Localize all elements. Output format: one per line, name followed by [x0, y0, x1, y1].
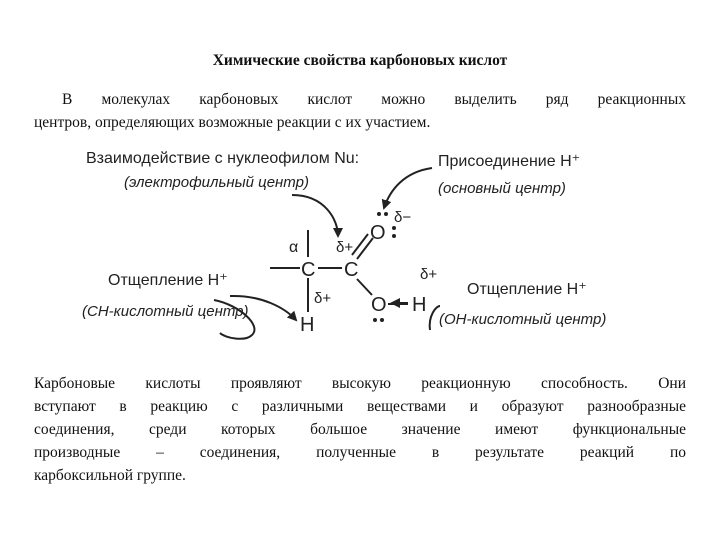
- arrow-addition: [384, 168, 432, 208]
- intro-line: центров, определяющих возможные реакции с их участием.: [34, 114, 431, 131]
- body-line: вступают в реакцию с различными веществами и образуют разнообразные: [34, 398, 686, 415]
- arrow-nucleophile: [292, 195, 338, 236]
- alpha-hydrogen-delta-plus: δ+: [314, 290, 332, 307]
- alpha-carbon: C: [301, 259, 316, 281]
- bond-c-o-double-2: [352, 234, 368, 255]
- hydroxyl-hydrogen: H: [412, 294, 427, 316]
- nucleophile-center-label: (электрофильный центр): [124, 174, 309, 191]
- addition-label: Присоединение H⁺: [438, 153, 581, 170]
- oxygen-delta-minus: δ−: [394, 209, 412, 226]
- alpha-symbol: α: [289, 239, 299, 256]
- ch-acid-center-label: (CH-кислотный центр): [82, 303, 249, 320]
- body-line: карбоксильной группе.: [34, 467, 186, 484]
- carbon-delta-plus: δ+: [336, 239, 354, 256]
- body-line: соединения, среди которых большое значение имеют функциональные: [34, 421, 686, 438]
- bond-c-o-single: [357, 279, 372, 295]
- carbonyl-carbon: C: [344, 259, 359, 281]
- carbonyl-oxygen: O: [370, 222, 386, 244]
- oh-elimination-label: Отщепление H⁺: [467, 281, 587, 298]
- body-line: производные – соединения, полученные в результате реакций по: [34, 444, 686, 461]
- hydroxyl-oxygen: O: [371, 294, 387, 316]
- ch-elimination-label: Отщепление H⁺: [108, 272, 228, 289]
- oh-acid-center-label: (OH-кислотный центр): [439, 311, 607, 328]
- nucleophile-label: Взаимодействие с нуклеофилом Nu:: [86, 150, 360, 167]
- alpha-hydrogen: H: [300, 314, 315, 336]
- addition-center-label: (основный центр): [438, 180, 566, 197]
- intro-line: В молекулах карбоновых кислот можно выделить ряд реакционных: [62, 91, 686, 108]
- page-title: Химические свойства карбоновых кислот: [212, 52, 508, 69]
- body-paragraph: [34, 372, 686, 487]
- hydrogen-delta-plus: δ+: [420, 266, 438, 283]
- body-line: Карбоновые кислоты проявляют высокую реакционную способность. Они: [34, 375, 686, 392]
